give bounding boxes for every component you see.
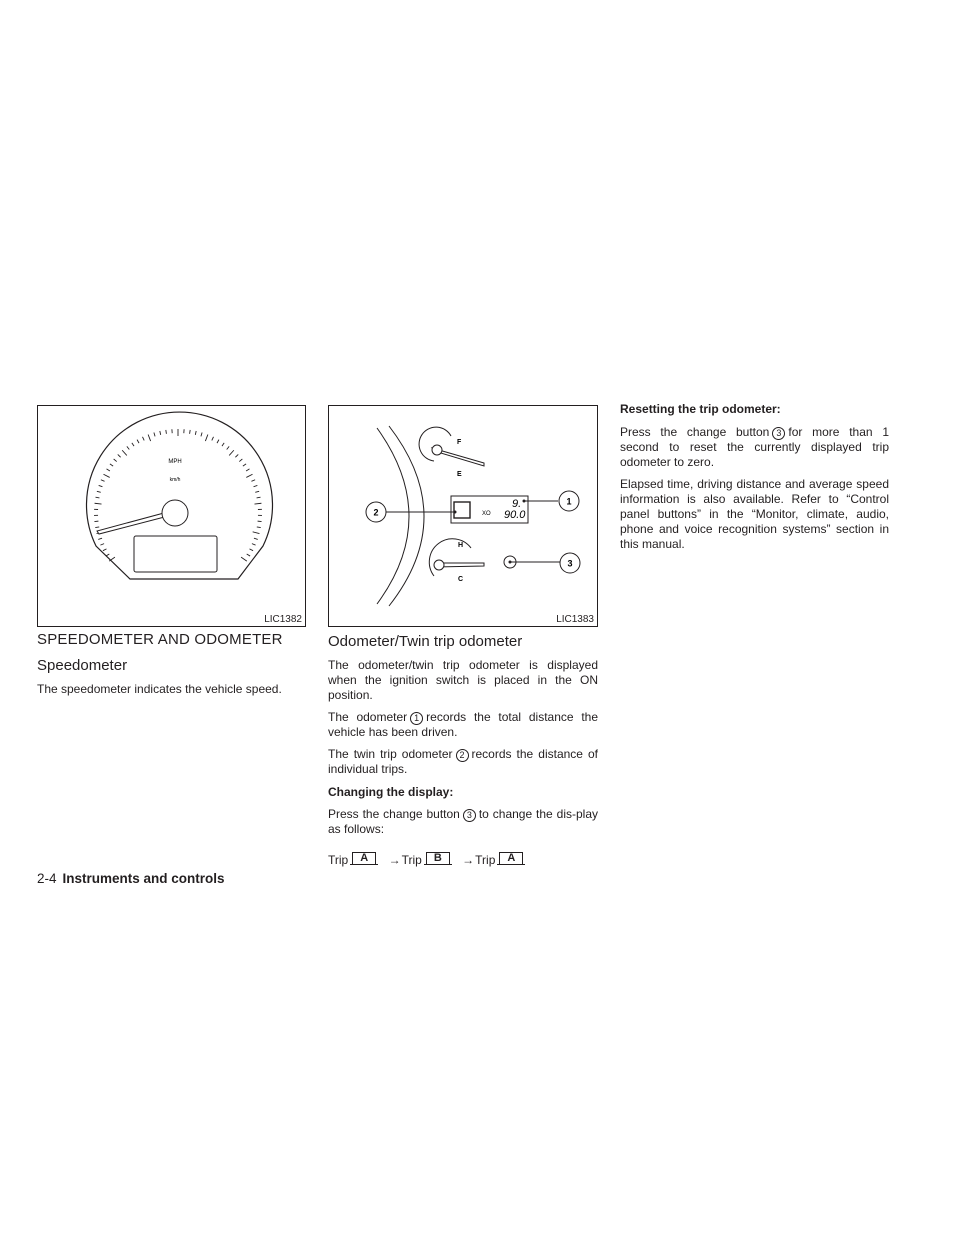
cluster-arc-outer (389, 426, 424, 606)
temp-gauge-outline (429, 539, 471, 576)
dial-tick (254, 503, 261, 504)
dial-tick (251, 480, 255, 482)
odometer-paragraph-1: The odometer/twin trip odometer is displayed when the ignition switch is placed in the ON position. (328, 658, 598, 702)
temp-gauge-hub (434, 560, 444, 570)
dial-tick (249, 549, 253, 551)
speedometer-figure (37, 405, 306, 627)
dial-tick (100, 544, 104, 546)
callout-ref-2: 2 (456, 749, 469, 762)
dial-tick (143, 437, 145, 441)
callout-ref-1: 1 (410, 712, 423, 725)
lcd-trip-indicator (454, 502, 470, 518)
dial-tick (118, 454, 121, 457)
dial-tick (95, 503, 102, 504)
dial-tick (107, 469, 110, 471)
dial-tick (154, 433, 155, 437)
dial-tick (166, 430, 167, 434)
callout-ref-3: 3 (463, 809, 476, 822)
dial-tick (246, 469, 249, 471)
section-heading: SPEEDOMETER AND ODOMETER (37, 631, 283, 648)
dial-tick (217, 440, 219, 443)
dial-tick (137, 440, 139, 443)
dial-tick (243, 464, 246, 466)
temp-hot-label: H (458, 542, 464, 549)
dial-tick (254, 538, 258, 539)
odometer-figure (328, 405, 598, 627)
dial-tick (257, 497, 261, 498)
fuel-gauge-outline (419, 427, 451, 461)
reset-paragraph: Press the change button 3 for more than 1 second to reset the currently displayed trip odometer to zero. (620, 425, 889, 469)
lcd-odometer-value: 9. (512, 498, 522, 510)
odometer-subheading: Odometer/Twin trip odometer (328, 633, 523, 650)
trip-mode-box: A (499, 852, 523, 864)
dial-tick (252, 544, 256, 546)
kmh-label: km/h (169, 477, 181, 483)
callout-number-1: 1 (566, 496, 572, 507)
callout-ref-3: 3 (772, 427, 785, 440)
dial-tick (122, 450, 127, 455)
dial-tick (106, 554, 109, 556)
dial-tick (255, 491, 259, 492)
dial-tick (110, 464, 113, 466)
dial-tick (99, 485, 103, 486)
dial-tick (132, 443, 134, 446)
dial-tick (97, 491, 101, 492)
dial-tick (103, 549, 107, 551)
temp-cold-label: C (458, 576, 464, 583)
dial-tick (257, 527, 261, 528)
dial-tick (222, 443, 224, 446)
dial-tick (254, 485, 258, 486)
dial-tick (212, 437, 214, 441)
callout-number-3: 3 (567, 558, 573, 569)
dial-tick (101, 480, 105, 482)
fuel-empty-label: E (457, 471, 462, 478)
dial-tick (160, 431, 161, 435)
changing-display-heading: Changing the display: (328, 785, 454, 799)
trip-mode-box: A (352, 852, 376, 864)
dial-tick (235, 454, 238, 457)
dial-tick (227, 446, 229, 449)
speedometer-hub (162, 500, 188, 526)
dial-tick (95, 497, 99, 498)
figure-code: LIC1382 (264, 614, 302, 625)
speedometer-display-window (134, 536, 217, 572)
page-footer (37, 871, 225, 886)
lcd-trip-value: 90.0 (504, 509, 526, 521)
dial-tick (201, 433, 202, 437)
dial-tick (95, 527, 99, 528)
dial-tick (247, 554, 250, 556)
mph-label: MPH (168, 459, 182, 465)
odometer-illustration (329, 406, 599, 628)
figure-code: LIC1383 (556, 614, 594, 625)
dial-tick (246, 474, 252, 477)
dial-tick (148, 434, 150, 441)
dial-tick (127, 446, 129, 449)
footer-section-title: Instruments and controls (62, 871, 225, 886)
dial-tick (114, 459, 117, 462)
speedometer-paragraph: The speedometer indicates the vehicle speed. (37, 682, 282, 696)
speedometer-subheading: Speedometer (37, 657, 128, 674)
dial-tick (229, 450, 234, 455)
dial-tick (253, 532, 260, 534)
lcd-unit: XO (482, 511, 491, 517)
trip-sequence: Trip A →Trip B →Trip A (328, 852, 528, 867)
dial-tick (103, 474, 109, 477)
dial-tick (190, 430, 191, 434)
trip-mode-box: B (426, 852, 450, 864)
dial-tick (98, 538, 102, 539)
fuel-full-label: F (457, 439, 462, 446)
dial-tick (239, 459, 242, 462)
odometer-paragraph-3: The twin trip odometer 2 records the distance of individual trips. (328, 747, 599, 776)
dial-tick (241, 557, 247, 561)
speedometer-illustration (38, 406, 307, 628)
elapsed-paragraph: Elapsed time, driving distance and average speed information is also available. Refer to “Control panel buttons” in the “Monitor, climate, audio, phone and voice recognition systems” section in this manual. (620, 477, 889, 551)
reset-heading: Resetting the trip odometer: (620, 402, 781, 416)
fuel-gauge-hub (432, 445, 442, 455)
odometer-paragraph-2: The odometer 1 records the total distance the vehicle has been driven. (328, 710, 598, 739)
dial-tick (195, 431, 196, 435)
odometer-paragraph-4: Press the change button 3 to change the dis-play as follows: (328, 807, 598, 836)
dial-tick (205, 434, 207, 441)
callout-number-2: 2 (373, 507, 379, 518)
page-number: 2-4 (37, 871, 57, 886)
